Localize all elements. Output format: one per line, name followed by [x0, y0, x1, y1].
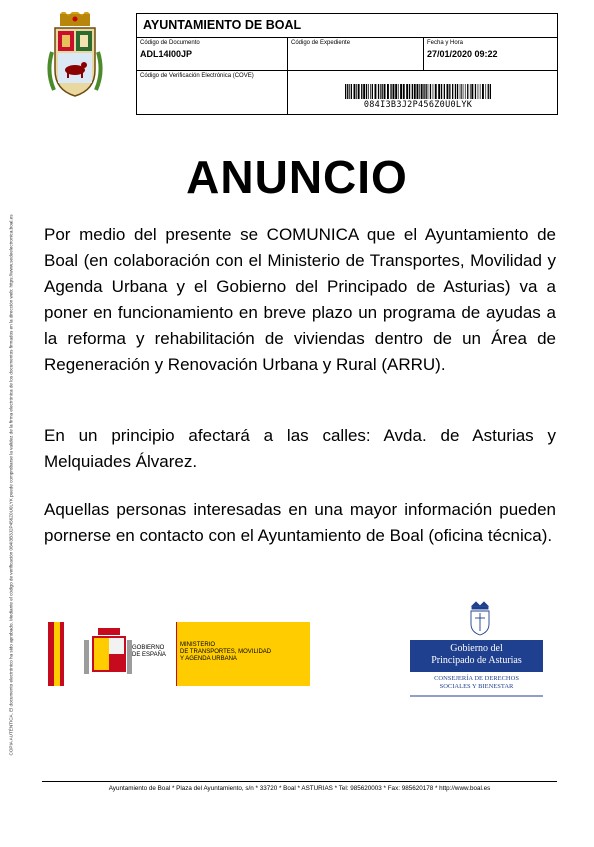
barcode-bar [488, 84, 489, 99]
barcode-bar [449, 84, 450, 99]
verification-side-note: COPIA AUTÉNTICA. El documento electrónico ha sido aprobado. Mediante el código de verificación 084I3B3J2P456Z0U0LYK puede comprobarse la validez de la firma electrónica de los documentos firmados en la dirección web: https://www.sedeelectronica.boal.es [8, 214, 14, 756]
barcode-bar [395, 84, 397, 99]
barcode-bar [387, 84, 389, 99]
barcode-bar [398, 84, 399, 99]
barcode-bar [463, 84, 464, 99]
barcode-bar [400, 84, 402, 99]
barcode-icon [343, 84, 493, 99]
barcode-bar [482, 84, 484, 99]
barcode-bar [465, 84, 466, 99]
barcode-bar [455, 84, 456, 99]
barcode-bar [409, 84, 410, 99]
barcode-bar [372, 84, 373, 99]
barcode-bar [457, 84, 458, 99]
barcode-bar [444, 84, 445, 99]
principado-asturias-logo [398, 600, 558, 700]
date-label: Fecha y Hora [427, 40, 464, 46]
barcode-bar [363, 84, 365, 99]
barcode-bar [358, 84, 360, 99]
doc-code-label: Código de Documento [140, 40, 200, 46]
barcode-bar [382, 84, 383, 99]
barcode-bar [441, 84, 442, 99]
barcode-bar [421, 84, 423, 99]
barcode-bar [354, 84, 356, 99]
barcode-bar [414, 84, 416, 99]
barcode-bar [361, 84, 362, 99]
cove-label-cell [137, 71, 288, 115]
barcode-bar [384, 84, 386, 99]
barcode-bar [390, 84, 391, 99]
expediente-cell [288, 38, 424, 70]
barcode-bar [433, 84, 434, 99]
barcode-bar [366, 84, 367, 99]
doc-code-cell [137, 38, 288, 70]
barcode-bar [478, 84, 479, 99]
barcode-bar [430, 84, 431, 99]
barcode-bar [485, 84, 486, 99]
gobierno-espana-logo [48, 622, 310, 686]
gobierno-espana-text: GOBIERNO DE ESPAÑA [132, 645, 166, 658]
consejeria-text: CONSEJERÍA DE DERECHOS SOCIALES Y BIENESTAR [434, 675, 519, 690]
barcode-bar [438, 84, 440, 99]
principado-text: Gobierno del Principado de Asturias [431, 643, 522, 666]
barcode-bar [447, 84, 449, 99]
barcode-bar [460, 84, 461, 99]
barcode-bar [356, 84, 357, 99]
ministerio-text: MINISTERIO DE TRANSPORTES, MOVILIDAD Y AGENDA URBANA [180, 642, 272, 662]
expediente-label: Código de Expediente [291, 40, 351, 46]
page-footer: Ayuntamiento de Boal * Plaza del Ayuntamiento, s/n * 33720 * Boal * ASTURIAS * Tel: 985620003 * Fax: 985620178 * http://www.boal.es [42, 781, 557, 792]
paragraph-comunica: Por medio del presente se COMUNICA que el Ayuntamiento de Boal (en colaboración con el Ministerio de Transportes, Movilidad y Agenda Urbana y el Gobierno del Principado de Asturias) va a poner en funcionamiento en breve plazo un programa de ayudas a la reforma y rehabilitación de viviendas dentro de un Área de Regeneración y Renovación Urbana y Rural (ARRU). [44, 225, 556, 374]
barcode-bar [435, 84, 437, 99]
date-value: 27/01/2020 09:22 [427, 49, 498, 59]
paragraph-informacion: Aquellas personas interesadas en una mayor información pueden pornerse en contacto con el Ayuntamiento de Boal (oficina técnica). [44, 500, 556, 545]
barcode-bar [475, 84, 476, 99]
paragraph-calles: En un principio afectará a las calles: Avda. de Asturias y Melquiades Álvarez. [44, 426, 556, 471]
barcode-bar [452, 84, 453, 99]
header-title: AYUNTAMIENTO DE BOAL [137, 14, 557, 38]
barcode-bar [351, 84, 352, 99]
barcode-bar [490, 84, 491, 99]
barcode-bar [406, 84, 408, 99]
barcode-bar [412, 84, 413, 99]
barcode-bar [470, 84, 471, 99]
barcode-bar [480, 84, 481, 99]
date-cell [424, 38, 557, 70]
barcode-bar [347, 84, 348, 99]
barcode-bar [403, 84, 405, 99]
barcode-bar [461, 84, 462, 99]
barcode-bar [428, 84, 429, 99]
barcode-bar [417, 84, 419, 99]
barcode-bar [426, 84, 427, 99]
doc-code-value: ADL14I00JP [140, 49, 193, 59]
barcode-bar [471, 84, 473, 99]
page-title: ANUNCIO [186, 151, 408, 203]
barcode-bar [349, 84, 350, 99]
barcode-bar [378, 84, 379, 99]
barcode-bar [419, 84, 420, 99]
barcode-bar [423, 84, 424, 99]
barcode-bar [370, 84, 371, 99]
barcode-bar [345, 84, 346, 99]
barcode-bar [467, 84, 468, 99]
barcode-bar [380, 84, 381, 99]
boal-coat-of-arms-icon [46, 12, 104, 98]
cove-label: Código de Verificación Electrónica (COVE) [140, 73, 254, 79]
barcode-bar [393, 84, 395, 99]
barcode-bar [375, 84, 377, 99]
barcode-bar [368, 84, 369, 99]
cove-code-text: 084I3B3J2P456Z0U0LYK [363, 100, 473, 110]
